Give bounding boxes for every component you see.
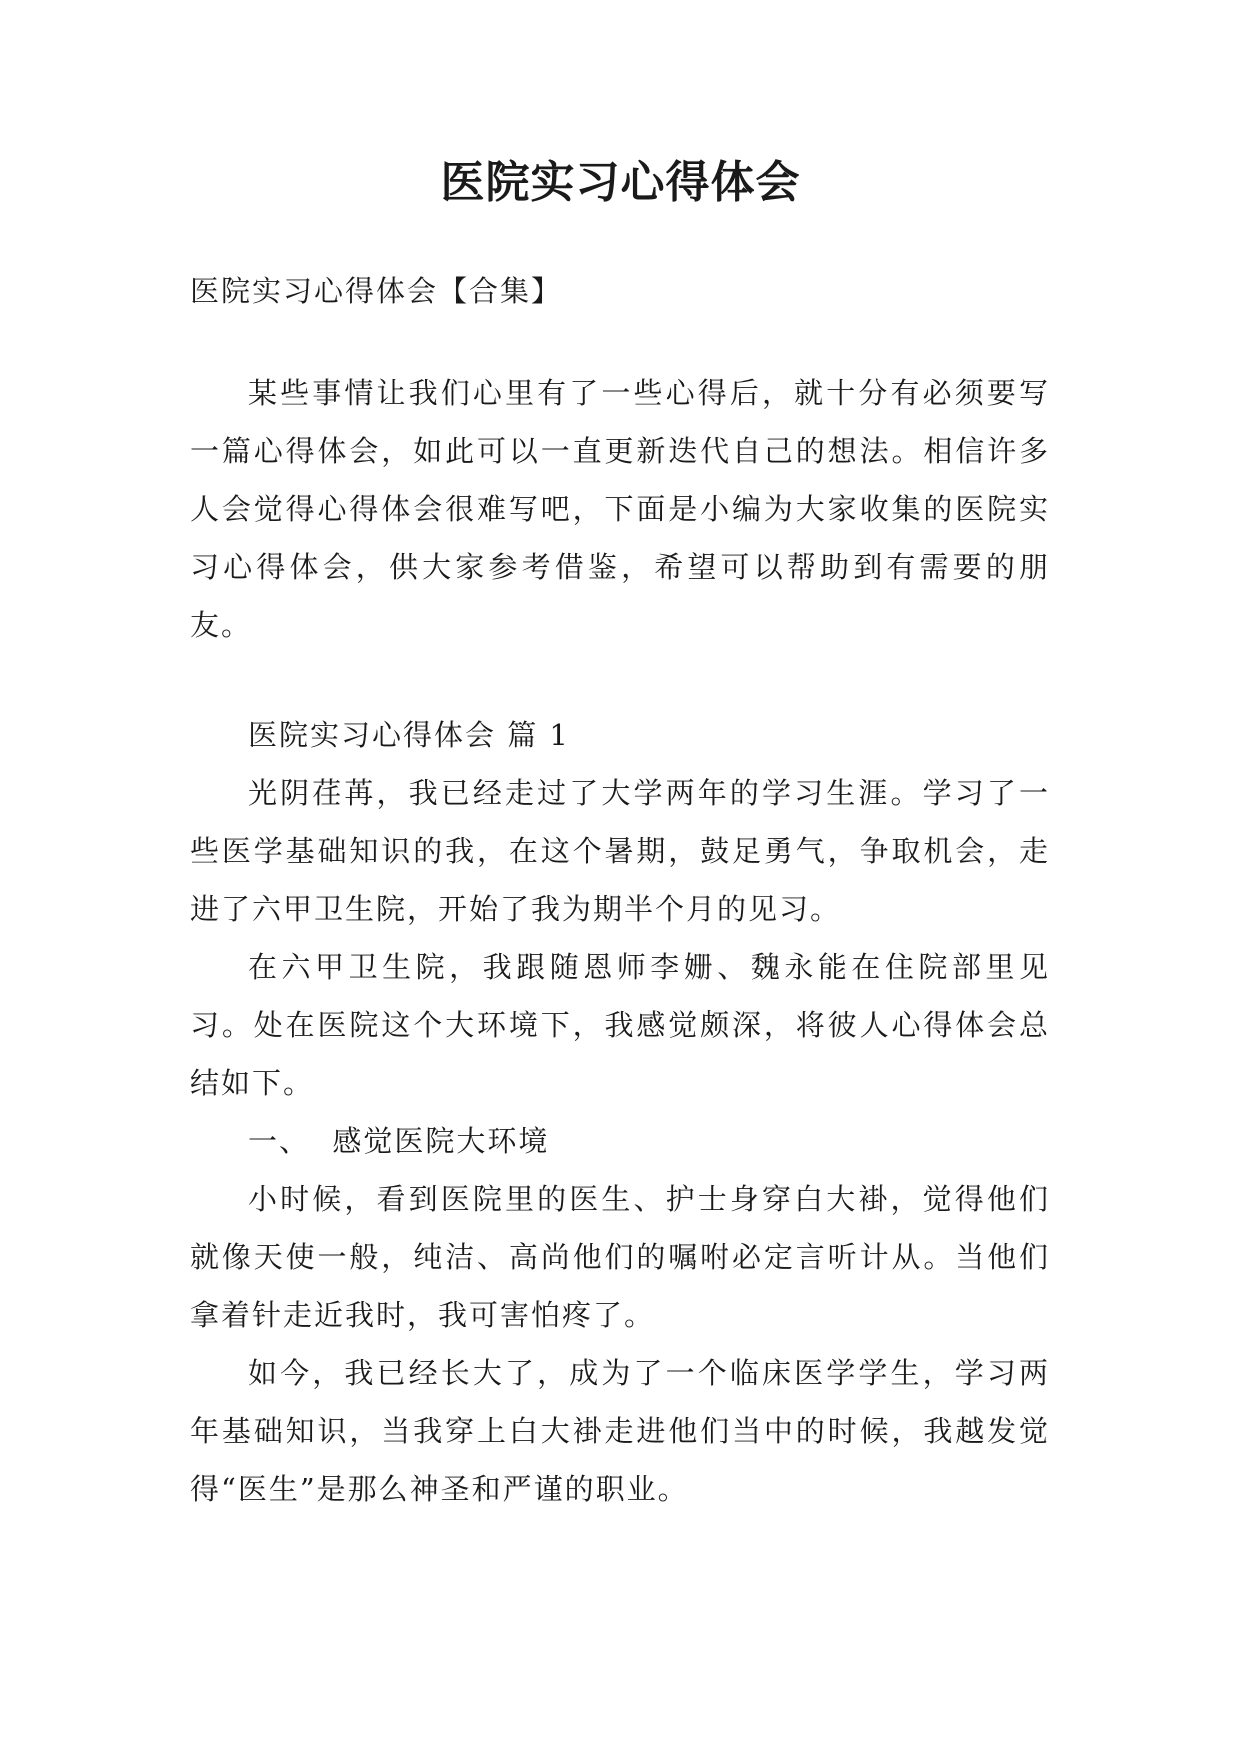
- section-heading: 医院实习心得体会 篇 1: [248, 718, 570, 752]
- document-subtitle: 医院实习心得体会【合集】: [190, 274, 563, 308]
- body-paragraph-1: 光阴荏苒，我已经走过了大学两年的学习生涯。学习了一些医学基础知识的我，在这个暑期，鼓足勇气，争取机会，走进了六甲卫生院，开始了我为期半个月的见习。: [190, 776, 1050, 926]
- document-body: [190, 262, 1050, 1518]
- intro-paragraph: 某些事情让我们心里有了一些心得后，就十分有必须要写一篇心得体会，如此可以一直更新迭代自己的想法。相信许多人会觉得心得体会很难写吧，下面是小编为大家收集的医院实习心得体会，供大家参考借鉴，希望可以帮助到有需要的朋友。: [190, 376, 1050, 642]
- body-paragraph-3: 小时候，看到医院里的医生、护士身穿白大褂，觉得他们就像天使一般，纯洁、高尚他们的嘱咐必定言听计从。当他们拿着针走近我时，我可害怕疼了。: [190, 1182, 1050, 1332]
- body-paragraph-4: 如今，我已经长大了，成为了一个临床医学学生，学习两年基础知识，当我穿上白大褂走进他们当中的时候，我越发觉得“医生”是那么神圣和严谨的职业。: [190, 1356, 1050, 1506]
- body-paragraph-2: 在六甲卫生院，我跟随恩师李姗、魏永能在住院部里见习。处在医院这个大环境下，我感觉颇深，将彼人心得体会总结如下。: [190, 950, 1050, 1100]
- document-title: 医院实习心得体会: [440, 157, 801, 208]
- subheading: 一、 感觉医院大环境: [248, 1124, 550, 1158]
